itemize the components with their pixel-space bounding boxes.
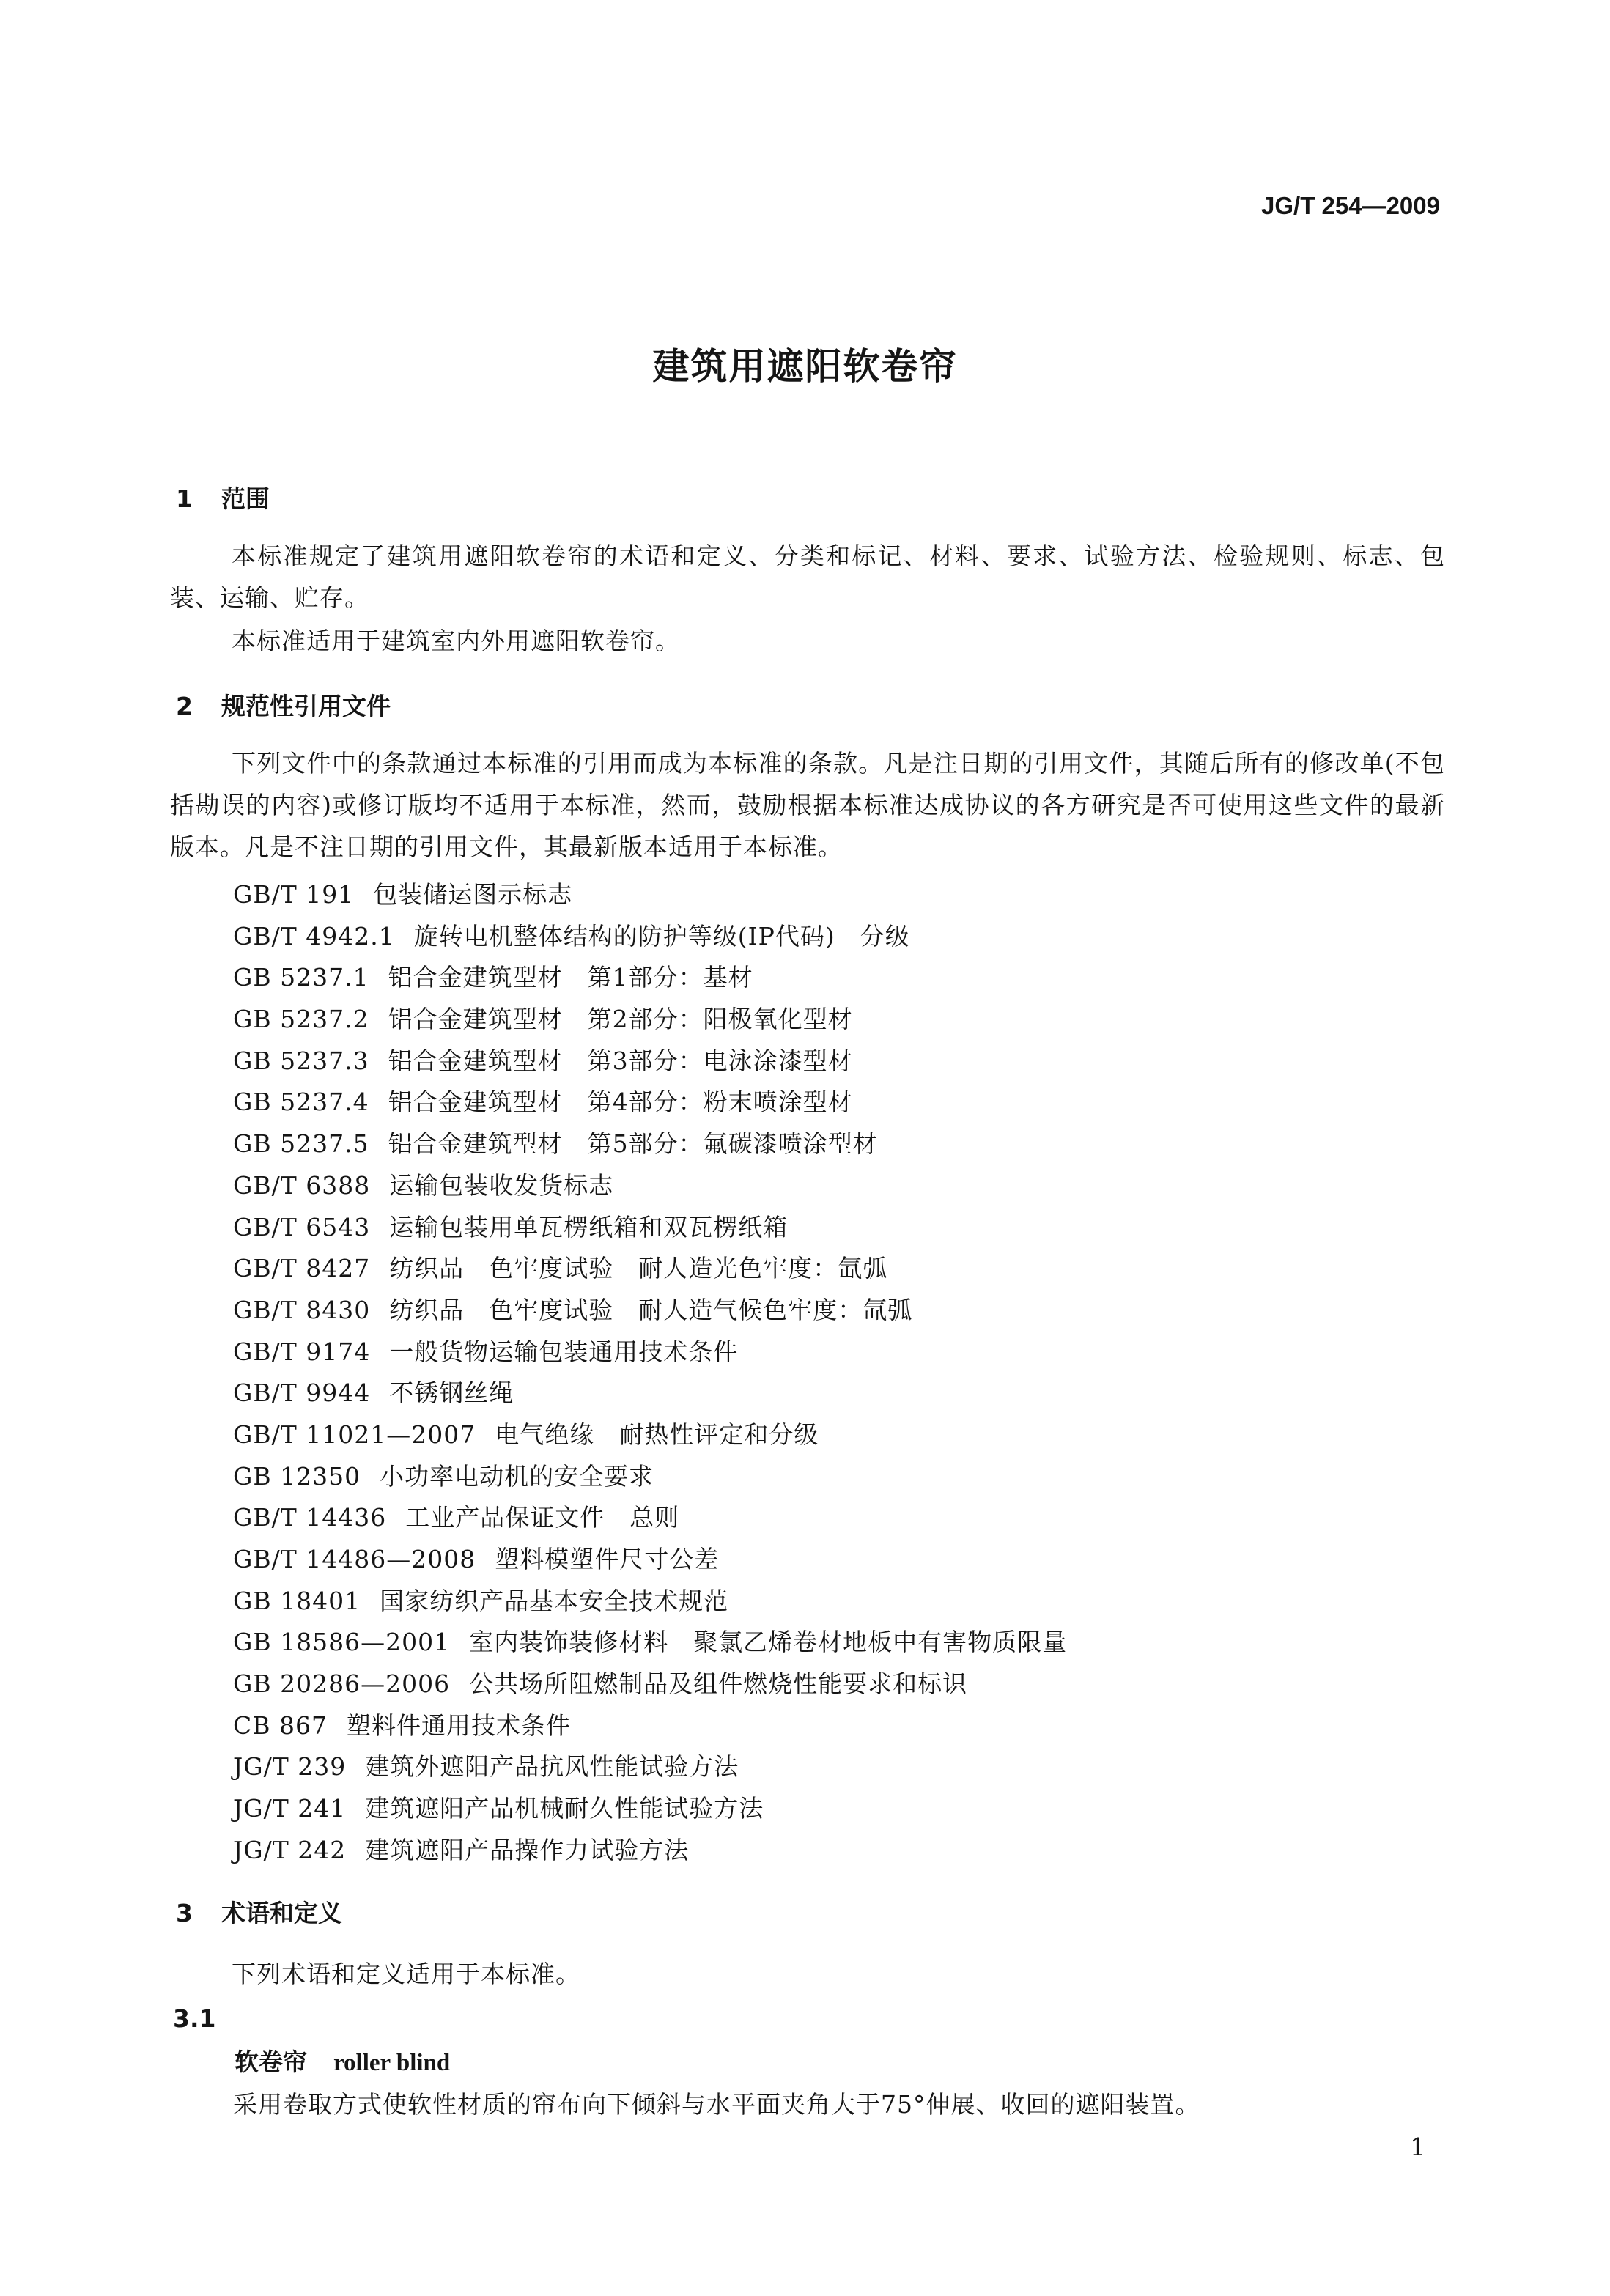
reference-code: GB/T 6543 (233, 1212, 371, 1241)
reference-item (233, 1705, 1067, 1747)
reference-code: GB 5237.2 (233, 1005, 369, 1034)
reference-item (233, 1248, 1067, 1290)
term-heading (235, 2043, 450, 2078)
reference-code: GB 18401 (233, 1586, 361, 1615)
reference-title: 塑料模塑件尺寸公差 (495, 1545, 720, 1573)
reference-code: GB/T 14486—2008 (233, 1545, 476, 1573)
reference-item (233, 1830, 1067, 1872)
reference-item (233, 1290, 1067, 1332)
term-chinese: 软卷帘 (235, 2048, 307, 2076)
reference-item (233, 957, 1067, 999)
reference-item (233, 1373, 1067, 1414)
reference-item (233, 1456, 1067, 1498)
reference-code: GB/T 4942.1 (233, 921, 395, 950)
reference-title: 公共场所阻燃制品及组件燃烧性能要求和标识 (469, 1669, 968, 1699)
reference-title: 包装储运图示标志 (373, 880, 573, 909)
reference-code: GB 5237.1 (233, 963, 369, 992)
reference-code: GB/T 8427 (233, 1254, 371, 1283)
reference-item (233, 1332, 1067, 1373)
reference-item (233, 1207, 1067, 1249)
reference-code: GB 5237.4 (233, 1088, 369, 1117)
section-title: 规范性引用文件 (221, 692, 391, 720)
reference-item (233, 1539, 1067, 1581)
reference-item (233, 916, 1067, 958)
reference-code: GB/T 14436 (233, 1503, 387, 1532)
normative-references-list (233, 874, 1067, 1872)
reference-item (233, 1497, 1067, 1539)
reference-item (233, 1123, 1067, 1165)
reference-code: GB/T 9174 (233, 1337, 371, 1366)
section-3-paragraph: 下列术语和定义适用于本标准。 (232, 1960, 580, 1988)
section-3-heading (176, 1894, 342, 1929)
reference-item (233, 1414, 1067, 1456)
reference-title: 铝合金建筑型材 第1部分：基材 (388, 963, 753, 992)
reference-title: 铝合金建筑型材 第4部分：粉末喷涂型材 (388, 1088, 853, 1117)
reference-title: 一般货物运输包装通用技术条件 (389, 1337, 739, 1366)
section-title: 术语和定义 (221, 1899, 342, 1927)
reference-item (233, 874, 1067, 916)
reference-code: GB/T 191 (233, 880, 355, 909)
section-title: 范围 (221, 484, 270, 513)
reference-title: 工业产品保证文件 总则 (405, 1503, 680, 1532)
reference-code: GB/T 11021—2007 (233, 1420, 476, 1449)
reference-item (233, 1165, 1067, 1207)
reference-code: GB/T 8430 (233, 1295, 371, 1324)
reference-item (233, 1746, 1067, 1788)
reference-title: 建筑遮阳产品操作力试验方法 (365, 1835, 690, 1864)
reference-item (233, 1788, 1067, 1830)
reference-item (233, 1041, 1067, 1082)
reference-title: 旋转电机整体结构的防护等级(IP代码) 分级 (413, 921, 910, 950)
reference-title: 电气绝缘 耐热性评定和分级 (495, 1420, 819, 1449)
reference-title: 建筑外遮阳产品抗风性能试验方法 (365, 1752, 739, 1782)
section-number: 1 (176, 484, 193, 513)
reference-title: 铝合金建筑型材 第2部分：阳极氧化型材 (388, 1005, 853, 1034)
standard-number: JG/T 254—2009 (1261, 192, 1440, 219)
reference-code: CB 867 (233, 1710, 328, 1740)
reference-title: 国家纺织产品基本安全技术规范 (380, 1586, 729, 1615)
section-2-paragraph: 下列文件中的条款通过本标准的引用而成为本标准的条款。凡是注日期的引用文件，其随后所有的修改单(不包括勘误的内容)或修订版均不适用于本标准，然而，鼓励根据本标准达成协议的各方研究是否可使用这些文件的最新版本。凡是不注日期的引用文件，其最新版本适用于本标准。 (170, 749, 1445, 861)
reference-item (233, 1082, 1067, 1123)
reference-title: 小功率电动机的安全要求 (380, 1461, 654, 1491)
reference-title: 运输包装收发货标志 (389, 1170, 614, 1200)
clause-number: 3.1 (173, 2004, 216, 2033)
reference-item (233, 1581, 1067, 1623)
term-english: roller blind (333, 2050, 451, 2076)
page-number: 1 (1410, 2133, 1425, 2161)
reference-code: JG/T 241 (233, 1794, 347, 1823)
reference-code: GB 20286—2006 (233, 1669, 451, 1699)
reference-title: 纺织品 色牢度试验 耐人造气候色牢度：氙弧 (389, 1295, 913, 1324)
reference-item (233, 1664, 1067, 1705)
section-1-heading (176, 480, 270, 514)
document-title: 建筑用遮阳软卷帘 (652, 345, 958, 388)
reference-code: GB 5237.5 (233, 1129, 369, 1159)
reference-title: 铝合金建筑型材 第5部分：氟碳漆喷涂型材 (388, 1129, 878, 1159)
reference-code: GB 18586—2001 (233, 1628, 451, 1657)
reference-title: 铝合金建筑型材 第3部分：电泳涂漆型材 (388, 1046, 853, 1075)
reference-title: 不锈钢丝绳 (389, 1378, 514, 1408)
section-number: 2 (176, 692, 193, 720)
reference-code: JG/T 242 (233, 1835, 347, 1864)
section-1-paragraph-1: 本标准规定了建筑用遮阳软卷帘的术语和定义、分类和标记、材料、要求、试验方法、检验规则、标志、包装、运输、贮存。 (170, 542, 1445, 612)
section-1-paragraph-2: 本标准适用于建筑室内外用遮阳软卷帘。 (232, 627, 680, 655)
reference-title: 室内装饰装修材料 聚氯乙烯卷材地板中有害物质限量 (469, 1628, 1068, 1657)
section-number: 3 (176, 1899, 193, 1927)
section-2-heading (176, 687, 391, 722)
reference-code: GB/T 6388 (233, 1170, 371, 1200)
reference-item (233, 1622, 1067, 1664)
reference-title: 纺织品 色牢度试验 耐人造光色牢度：氙弧 (389, 1254, 888, 1283)
reference-title: 塑料件通用技术条件 (346, 1710, 571, 1740)
reference-code: JG/T 239 (233, 1752, 347, 1782)
reference-item (233, 999, 1067, 1041)
reference-code: GB 5237.3 (233, 1046, 369, 1075)
reference-code: GB/T 9944 (233, 1378, 371, 1408)
reference-title: 建筑遮阳产品机械耐久性能试验方法 (365, 1794, 764, 1823)
reference-title: 运输包装用单瓦楞纸箱和双瓦楞纸箱 (389, 1212, 789, 1241)
term-definition: 采用卷取方式使软性材质的帘布向下倾斜与水平面夹角大于75°伸展、收回的遮阳装置。 (233, 2090, 1200, 2119)
reference-code: GB 12350 (233, 1461, 361, 1491)
